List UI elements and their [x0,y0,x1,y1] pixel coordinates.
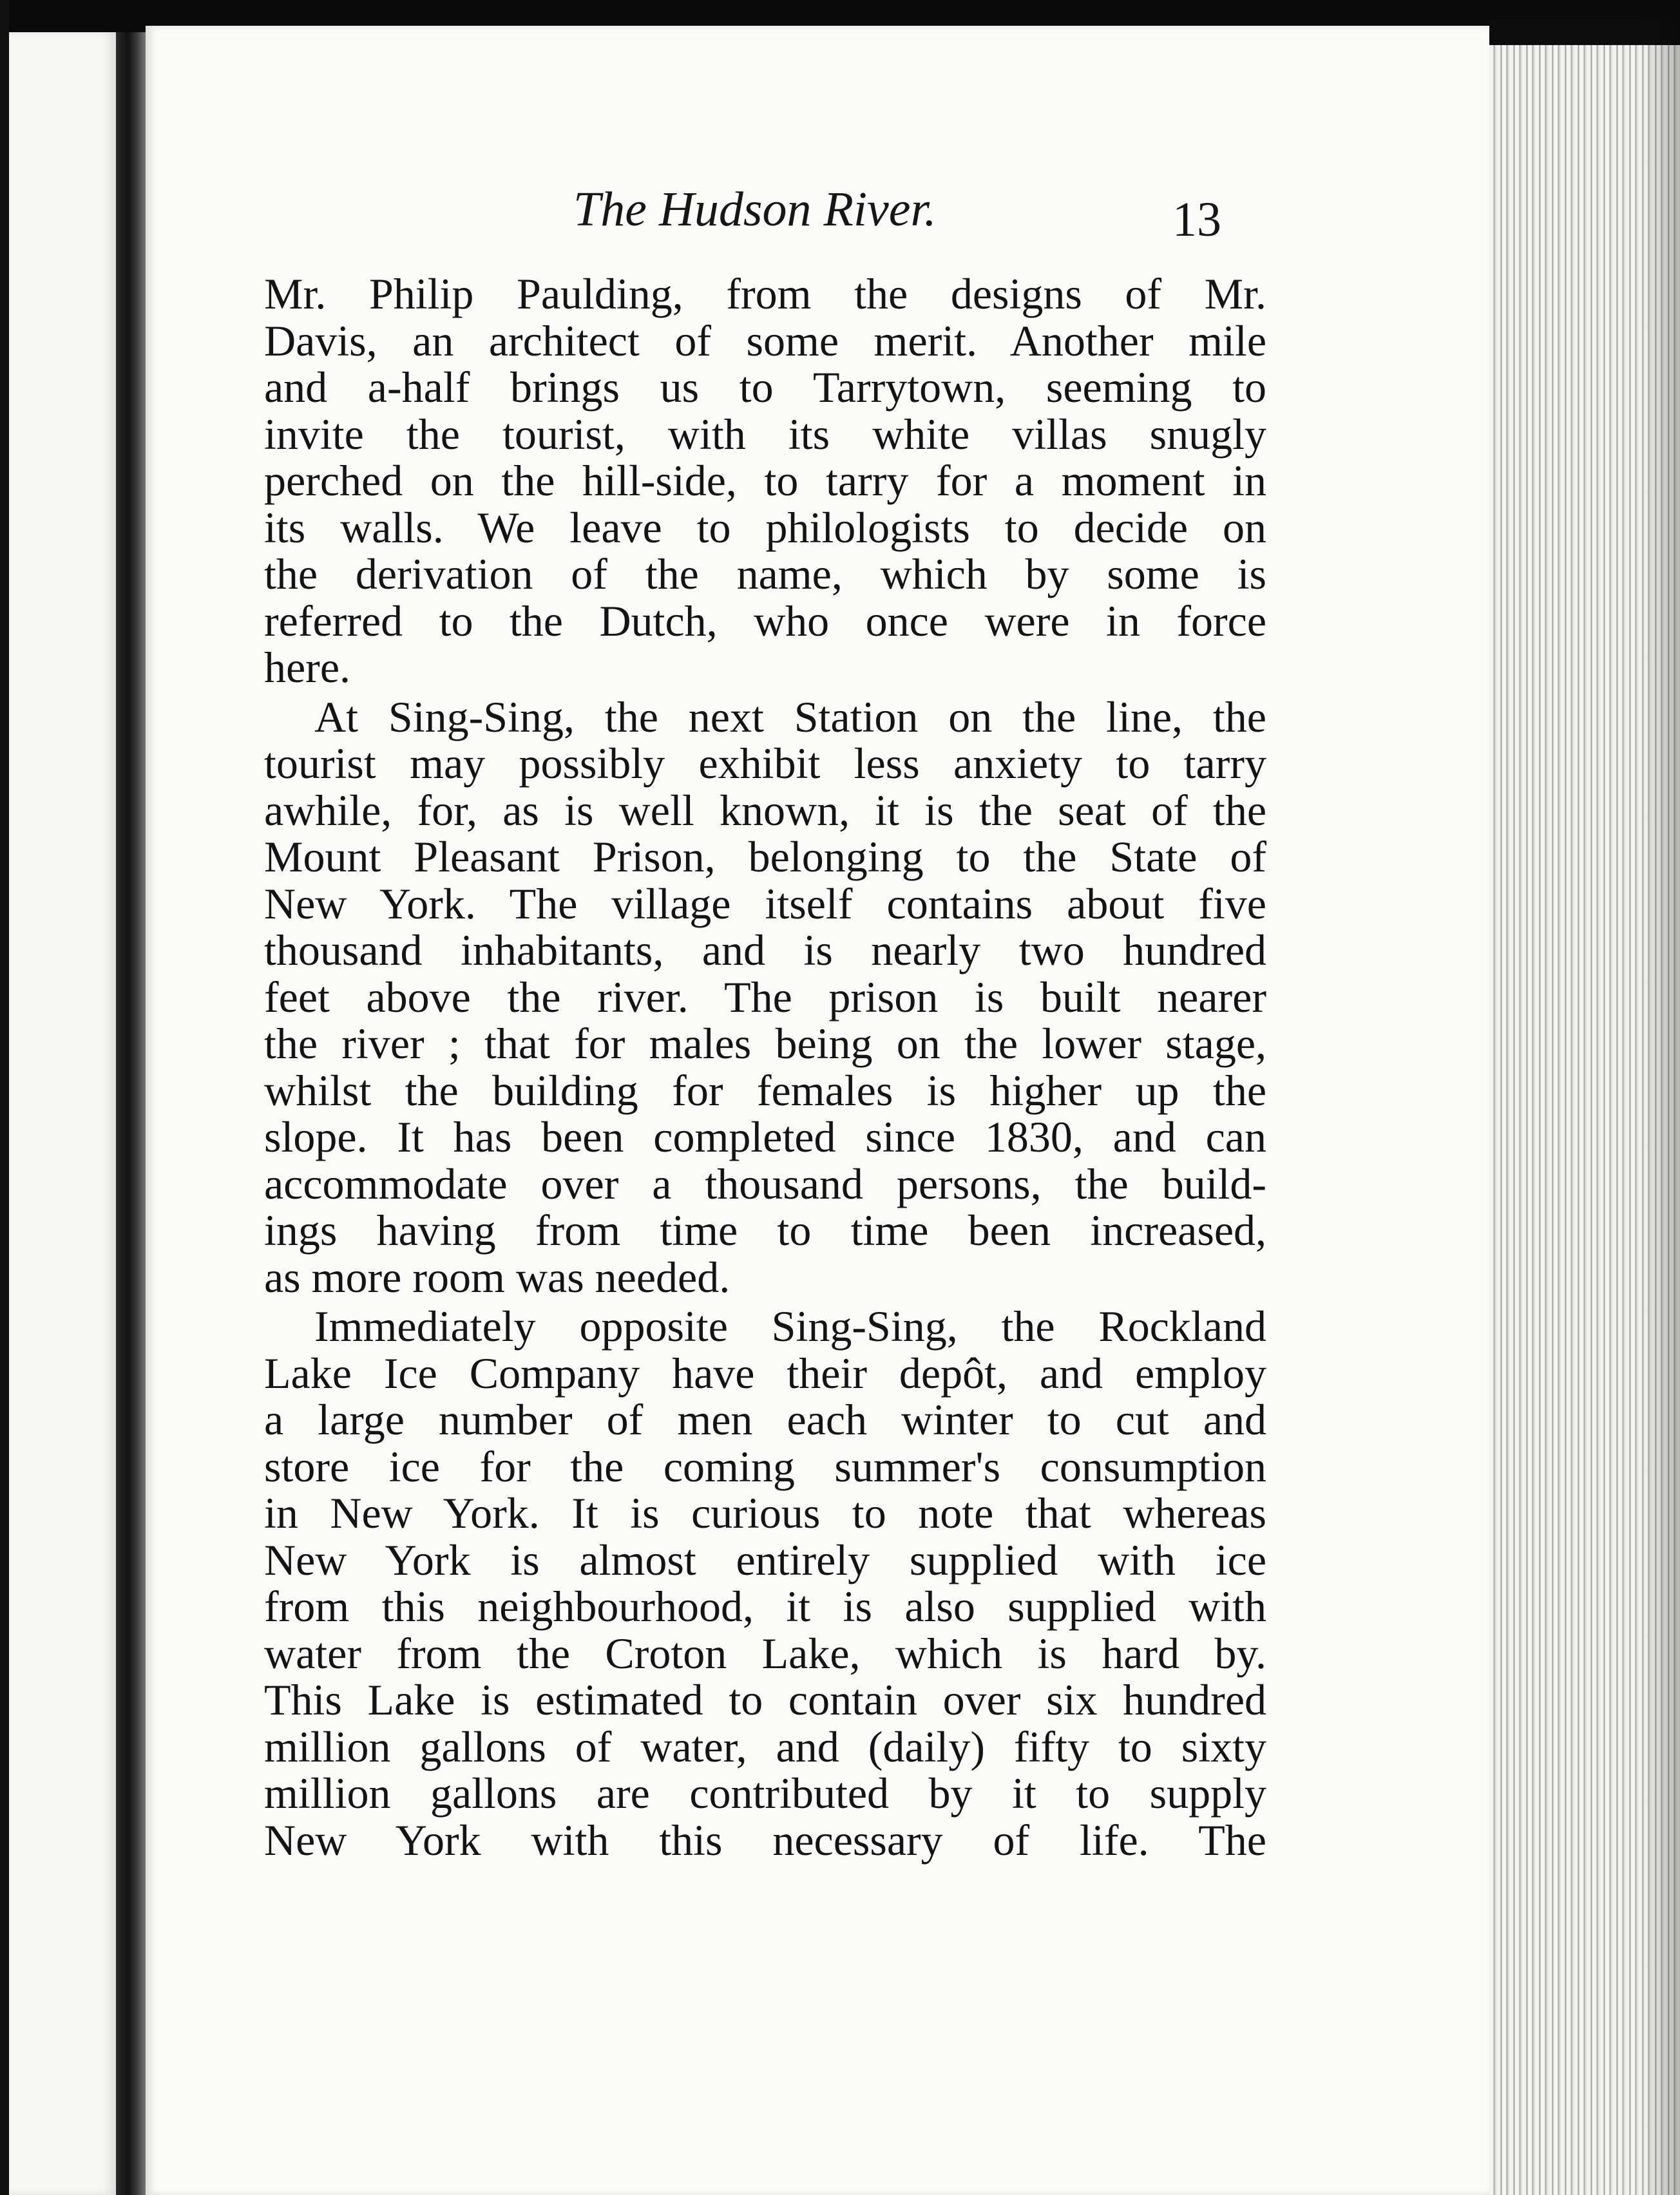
text-line: water from the Croton Lake, which is hard by. [264,1628,1266,1678]
text-line: New York. The village itself contains about five [264,879,1266,928]
text-line: awhile, for, as is well known, it is the seat of the [264,785,1266,835]
text-line: its walls. We leave to philologists to decide on [264,502,1266,552]
text-line: tourist may possibly exhibit less anxiety to tarry [264,739,1266,788]
text-line: Mount Pleasant Prison, belonging to the State of [264,832,1266,881]
book-gutter [116,32,146,2195]
page-stack-edges [1489,19,1680,2195]
scan-border-left [0,0,9,2195]
body-text [264,271,1266,1863]
text-line: slope. It has been completed since 1830, and can [264,1112,1266,1161]
text-line: Lake Ice Company have their depôt, and employ [264,1348,1266,1398]
text-line: feet above the river. The prison is built nearer [264,972,1266,1021]
text-line: perched on the hill-side, to tarry for a moment in [264,456,1266,505]
text-line: referred to the Dutch, who once were in force [264,596,1266,645]
text-line: as more room was needed. [264,1252,730,1302]
text-line: ings having from time to time been increased, [264,1206,1266,1255]
text-line: the river ; that for males being on the lower stage, [264,1019,1266,1068]
text-line: whilst the building for females is higher up the [264,1065,1266,1115]
text-line: New York with this necessary of life. The [264,1815,1266,1865]
text-line: here. [264,643,351,692]
text-line: New York is almost entirely supplied with ice [264,1535,1266,1584]
text-line: This Lake is estimated to contain over six hundred [264,1675,1266,1724]
text-line: Davis, an architect of some merit. Another mile [264,316,1266,365]
text-line: million gallons of water, and (daily) fifty to sixty [264,1722,1266,1771]
text-line: thousand inhabitants, and is nearly two hundred [264,926,1266,974]
text-line: invite the tourist, with its white villas snugly [264,409,1266,459]
text-line: million gallons are contributed by it to supply [264,1769,1266,1818]
text-line: a large number of men each winter to cut and [264,1395,1266,1444]
facing-page-edge [9,32,116,2195]
text-line: and a-half brings us to Tarrytown, seeming to [264,363,1266,412]
text-line: Immediately opposite Sing-Sing, the Rockland [314,1302,1266,1351]
text-line: Mr. Philip Paulding, from the designs of Mr. [264,269,1266,318]
text-line: from this neighbourhood, it is also supplied with [264,1582,1266,1631]
text-line: accommodate over a thousand persons, the build- [264,1159,1266,1208]
page-number: 13 [1172,193,1221,247]
text-line: the derivation of the name, which by some is [264,549,1266,598]
text-line: At Sing-Sing, the next Station on the line, the [314,692,1266,741]
running-head: The Hudson River. [573,182,937,236]
text-line: in New York. It is curious to note that whereas [264,1488,1266,1537]
text-line: store ice for the coming summer's consumption [264,1441,1266,1491]
